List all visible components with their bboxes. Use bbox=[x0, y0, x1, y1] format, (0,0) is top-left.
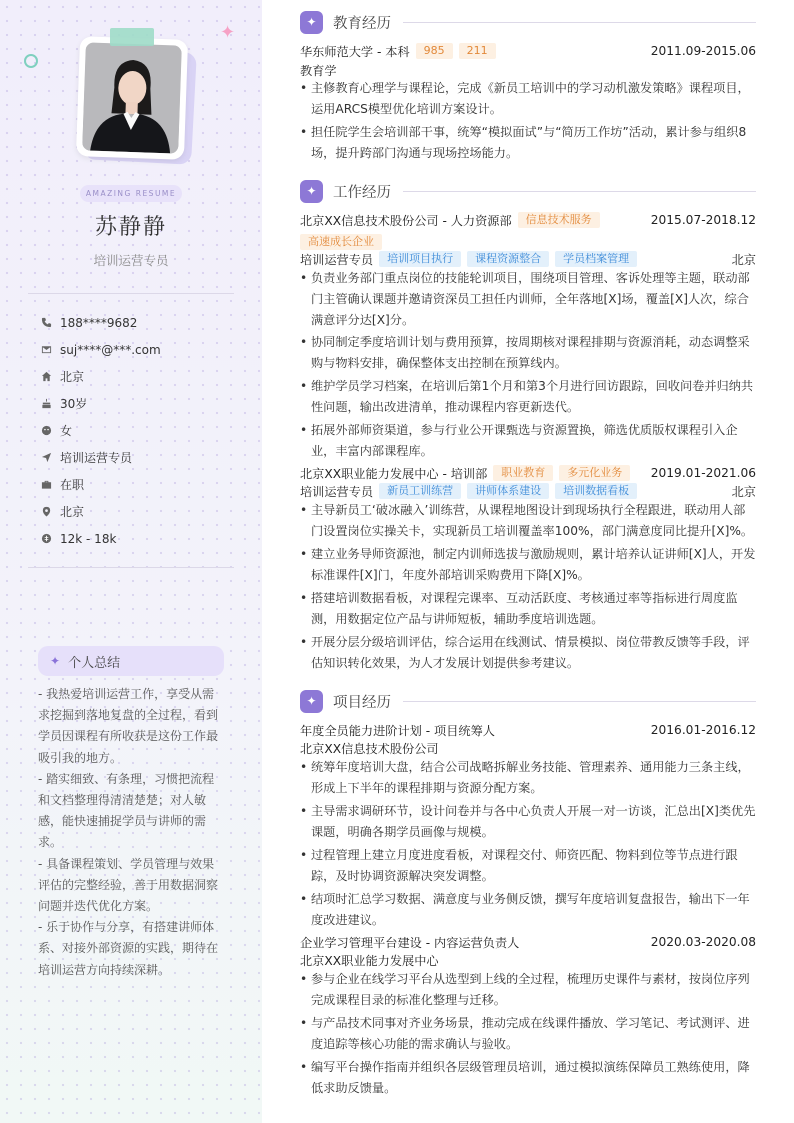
company-tag: 多元化业务 bbox=[559, 465, 630, 481]
project-name: 年度全员能力进阶计划 - 项目统筹人 bbox=[300, 723, 495, 738]
skill-tag: 培训项目执行 bbox=[379, 251, 461, 267]
school-name: 华东师范大学 - 本科 bbox=[300, 44, 410, 59]
list-item: • 维护学员学习档案，在培训后第1个月和第3个月进行回访跟踪，回收问卷并归纳共性问题，输出改进清单，推动课程内容更新迭代。 bbox=[300, 376, 756, 418]
contact-info bbox=[40, 309, 161, 552]
education-row bbox=[300, 42, 756, 60]
skill-tag: 讲师体系建设 bbox=[467, 483, 549, 499]
gender-icon bbox=[40, 425, 52, 437]
job-header-continued bbox=[300, 233, 756, 250]
company-name: 北京XX职业能力发展中心 - 培训部 bbox=[300, 466, 488, 481]
sparkle-icon: ✦ bbox=[300, 690, 323, 713]
list-item: • 参与企业在线学习平台从选型到上线的全过程，梳理历史课件与素材，按岗位序列完成课程目录的标准化整理与迁移。 bbox=[300, 969, 756, 1011]
list-item: • 主导需求调研环节，设计问卷并与各中心负责人开展一对一访谈，汇总出[X]类优先课题，明确各期学员画像与规模。 bbox=[300, 801, 756, 843]
candidate-name: 苏静静 bbox=[94, 215, 167, 240]
list-item: • 主导新员工‘破冰融入’训练营，从课程地图设计到现场执行全程跟进，联动用人部门设置岗位实操关卡，实现新员工培训覆盖率100%，部门满意度同比提升[X]%。 bbox=[300, 500, 756, 542]
list-item: • 主修教育心理学与课程论，完成《新员工培训中的学习动机激发策略》课程项目，运用ARCS模型优化培训方案设计。 bbox=[300, 78, 756, 120]
job-title: 培训运营专员 bbox=[93, 253, 169, 268]
list-item: • 建立业务导师资源池，制定内训师选拔与激励规则，累计培养认证讲师[X]人，开发标准课件[X]门，年度外部培训采购费用下降[X]%。 bbox=[300, 544, 756, 586]
skill-tag: 培训数据看板 bbox=[555, 483, 637, 499]
summary-paragraph: - 我热爱培训运营工作，享受从需求挖掘到落地复盘的全过程，看到学员因课程有所收获是这份工作最吸引我的地方。 bbox=[38, 687, 219, 765]
resume-badge: AMAZING RESUME bbox=[80, 185, 182, 202]
sparkle-icon: ✦ bbox=[50, 654, 61, 668]
briefcase-icon bbox=[40, 479, 52, 491]
job-header bbox=[300, 464, 756, 482]
phone-icon bbox=[40, 317, 52, 329]
company-tag: 职业教育 bbox=[493, 465, 553, 481]
info-age: 30岁 bbox=[40, 390, 161, 417]
company-tag: 信息技术服务 bbox=[518, 212, 600, 228]
list-item: • 开展分层分级培训评估，综合运用在线测试、情景模拟、岗位带教反馈等手段，评估知识转化效果，为人才发展计划提供参考建议。 bbox=[300, 632, 756, 674]
skill-tag: 学员档案管理 bbox=[555, 251, 637, 267]
major: 教育学 bbox=[300, 64, 337, 78]
job-date: 2019.01-2021.06 bbox=[650, 466, 756, 480]
company-tag: 高速成长企业 bbox=[300, 234, 382, 250]
list-item: • 与产品技术同事对齐业务场景，推动完成在线课件播放、学习笔记、考试测评、进度追踪等核心功能的需求确认与验收。 bbox=[300, 1013, 756, 1055]
job-header bbox=[300, 211, 756, 229]
sparkle-icon: ✦ bbox=[300, 11, 323, 34]
ring-decoration bbox=[24, 54, 38, 68]
info-email: suj****@***.com bbox=[40, 336, 161, 363]
info-home: 北京 bbox=[40, 363, 161, 390]
company-name: 北京XX信息技术股份公司 - 人力资源部 bbox=[300, 213, 512, 228]
list-item: • 结项时汇总学习数据、满意度与业务侧反馈，撰写年度培训复盘报告，输出下一年度改进建议。 bbox=[300, 889, 756, 931]
info-target-position: 培训运营专员 bbox=[40, 444, 161, 471]
sparkle-icon: ✦ bbox=[220, 22, 236, 43]
info-location: 北京 bbox=[40, 498, 161, 525]
cake-icon bbox=[40, 398, 52, 410]
school-tag: 211 bbox=[459, 43, 496, 59]
avatar bbox=[82, 42, 182, 153]
info-phone: 188****9682 bbox=[40, 309, 161, 336]
salary-icon bbox=[40, 533, 52, 545]
list-item: • 过程管理上建立月度进度看板，对课程交付、师资匹配、物料到位等节点进行跟踪，及时协调资源解决突发调整。 bbox=[300, 845, 756, 887]
project-header bbox=[300, 721, 756, 739]
home-icon bbox=[40, 371, 52, 383]
position-row bbox=[300, 482, 756, 500]
project-org: 北京XX职业能力发展中心 bbox=[300, 954, 439, 968]
school-tag: 985 bbox=[416, 43, 453, 59]
project-date: 2016.01-2016.12 bbox=[650, 723, 756, 737]
list-item: • 编写平台操作指南并组织各层级管理员培训，通过模拟演练保障员工熟练使用，降低求助反馈量。 bbox=[300, 1057, 756, 1099]
info-gender: 女 bbox=[40, 417, 161, 444]
mail-icon bbox=[40, 344, 52, 356]
list-item: • 统筹年度培训大盘，结合公司战略拆解业务技能、管理素养、通用能力三条主线，形成上下半年的课程排期与资源分配方案。 bbox=[300, 757, 756, 799]
project-org: 北京XX信息技术股份公司 bbox=[300, 742, 439, 756]
list-item: • 拓展外部师资渠道，参与行业公开课甄选与资源置换，筛选优质版权课程引入企业，丰富内部课程库。 bbox=[300, 420, 756, 462]
profile-photo bbox=[78, 38, 188, 160]
summary-paragraph: - 乐于协作与分享，有搭建讲师体系、对接外部资源的实践，期待在培训运营方向持续深耕。 bbox=[38, 920, 219, 977]
education-heading: ✦ 教育经历 bbox=[300, 10, 756, 34]
location-icon bbox=[40, 506, 52, 518]
project-name: 企业学习管理平台建设 - 内容运营负责人 bbox=[300, 935, 520, 950]
divider bbox=[28, 567, 234, 568]
skill-tag: 课程资源整合 bbox=[467, 251, 549, 267]
work-heading: ✦ 工作经历 bbox=[300, 179, 756, 203]
project-date: 2020.03-2020.08 bbox=[650, 935, 756, 949]
personal-summary bbox=[38, 684, 220, 981]
info-status: 在职 bbox=[40, 471, 161, 498]
position-name: 培训运营专员 bbox=[300, 484, 374, 499]
list-item: • 搭建培训数据看板，对课程完课率、互动活跃度、考核通过率等指标进行周度监测，用数据定位产品与讲师短板，辅助季度培训选题。 bbox=[300, 588, 756, 630]
job-city: 北京 bbox=[731, 252, 756, 267]
job-city: 北京 bbox=[731, 484, 756, 499]
info-salary: 12k - 18k bbox=[40, 525, 161, 552]
job-date: 2015.07-2018.12 bbox=[650, 213, 756, 227]
send-icon bbox=[40, 452, 52, 464]
sidebar bbox=[0, 0, 262, 1123]
summary-paragraph: - 具备课程策划、学员管理与效果评估的完整经验，善于用数据洞察问题并迭代优化方案。 bbox=[38, 856, 219, 914]
summary-paragraph: - 踏实细致、有条理，习惯把流程和文档整理得清清楚楚；对人敏感，能快速捕捉学员与讲师的需求。 bbox=[38, 771, 215, 850]
list-item: • 负责业务部门重点岗位的技能轮训项目，围绕项目管理、客诉处理等主题，联动部门主管确认课题并邀请资深员工担任内训师，全年落地[X]场，覆盖[X]人次，综合满意评分达[X]分。 bbox=[300, 268, 756, 331]
tape-decoration bbox=[110, 28, 154, 46]
sparkle-icon: ✦ bbox=[300, 180, 323, 203]
skill-tag: 新员工训练营 bbox=[379, 483, 461, 499]
list-item: • 协同制定季度培训计划与费用预算，按周期核对课程排期与资源消耗，动态调整采购与物料安排，确保整体支出控制在预算线内。 bbox=[300, 332, 756, 374]
divider bbox=[28, 293, 234, 294]
education-date: 2011.09-2015.06 bbox=[650, 44, 756, 58]
project-header bbox=[300, 933, 756, 951]
projects-heading: ✦ 项目经历 bbox=[300, 689, 756, 713]
position-name: 培训运营专员 bbox=[300, 252, 374, 267]
position-row bbox=[300, 250, 756, 268]
list-item: • 担任院学生会培训部干事，统筹“模拟面试”与“简历工作坊”活动，累计参与组织8场，提升跨部门沟通与现场控场能力。 bbox=[300, 122, 756, 164]
summary-heading: ✦ 个人总结 bbox=[38, 646, 224, 676]
